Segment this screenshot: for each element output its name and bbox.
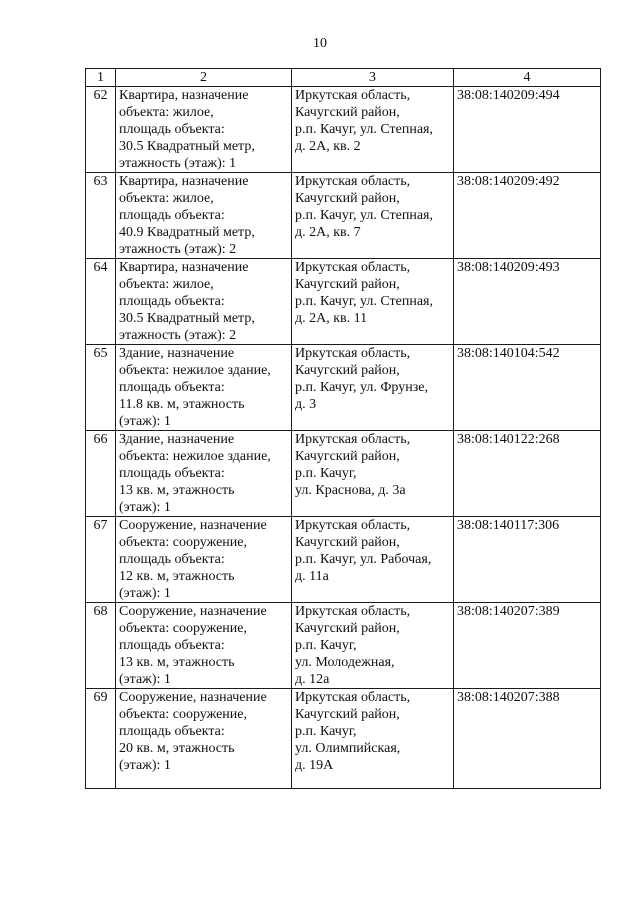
object-description-line: 30.5 Квадратный метр, bbox=[119, 139, 255, 154]
object-description-line: площадь объекта: bbox=[119, 724, 225, 739]
address-line: р.п. Качуг, ул. Степная, bbox=[295, 294, 433, 309]
cadastral-number-cell: 38:08:140209:492 bbox=[454, 173, 601, 259]
object-description-line: Сооружение, назначение bbox=[119, 604, 267, 619]
object-description-line: 12 кв. м, этажность bbox=[119, 569, 235, 584]
cadastral-number-cell: 38:08:140209:493 bbox=[454, 259, 601, 345]
table-row bbox=[86, 603, 601, 689]
object-description-cell bbox=[116, 689, 292, 789]
address-cell bbox=[292, 517, 454, 603]
object-description-line: Квартира, назначение bbox=[119, 260, 249, 275]
address-line: д. 2А, кв. 7 bbox=[295, 225, 361, 240]
object-description-cell bbox=[116, 517, 292, 603]
object-description-line: Квартира, назначение bbox=[119, 174, 249, 189]
table-row bbox=[86, 87, 601, 173]
object-description-line: этажность (этаж): 1 bbox=[119, 156, 237, 171]
object-description-line: Здание, назначение bbox=[119, 346, 235, 361]
address-line: д. 2А, кв. 11 bbox=[295, 311, 368, 326]
object-description-line: 40.9 Квадратный метр, bbox=[119, 225, 255, 240]
address-line: д. 12а bbox=[295, 672, 330, 687]
object-description-cell bbox=[116, 345, 292, 431]
table-row bbox=[86, 689, 601, 789]
object-description-line: (этаж): 1 bbox=[119, 672, 171, 687]
object-description-line: 30.5 Квадратный метр, bbox=[119, 311, 255, 326]
object-description-line: 13 кв. м, этажность bbox=[119, 483, 235, 498]
address-cell bbox=[292, 345, 454, 431]
address-line: Иркутская область, bbox=[295, 690, 411, 705]
object-description-line: площадь объекта: bbox=[119, 380, 225, 395]
object-description-line: площадь объекта: bbox=[119, 208, 225, 223]
cadastral-number-cell: 38:08:140104:542 bbox=[454, 345, 601, 431]
object-description-cell bbox=[116, 173, 292, 259]
column-header-address: 3 bbox=[292, 69, 454, 87]
address-line: р.п. Качуг, ул. Степная, bbox=[295, 122, 433, 137]
table-row bbox=[86, 173, 601, 259]
address-line: д. 3 bbox=[295, 397, 317, 412]
object-description-line: Квартира, назначение bbox=[119, 88, 249, 103]
row-number-cell: 63 bbox=[86, 173, 116, 259]
address-cell bbox=[292, 603, 454, 689]
object-description-line: объекта: жилое, bbox=[119, 277, 214, 292]
object-description-line: площадь объекта: bbox=[119, 552, 225, 567]
object-description-line: этажность (этаж): 2 bbox=[119, 328, 237, 343]
object-description-line: объекта: жилое, bbox=[119, 191, 214, 206]
object-description-line: объекта: сооружение, bbox=[119, 535, 247, 550]
address-line: Иркутская область, bbox=[295, 88, 411, 103]
row-number-cell: 67 bbox=[86, 517, 116, 603]
address-cell bbox=[292, 87, 454, 173]
object-description-line: объекта: жилое, bbox=[119, 105, 214, 120]
address-line: р.п. Качуг, ул. Фрунзе, bbox=[295, 380, 428, 395]
page-number: 10 bbox=[313, 36, 327, 51]
address-line: Качугский район, bbox=[295, 535, 400, 550]
address-cell bbox=[292, 173, 454, 259]
row-number-cell: 69 bbox=[86, 689, 116, 789]
object-description-line: 20 кв. м, этажность bbox=[119, 741, 235, 756]
address-line: д. 19А bbox=[295, 758, 334, 773]
object-description-line: 11.8 кв. м, этажность bbox=[119, 397, 245, 412]
address-line: Качугский район, bbox=[295, 363, 400, 378]
object-description-line: объекта: сооружение, bbox=[119, 621, 247, 636]
address-line: Иркутская область, bbox=[295, 174, 411, 189]
address-line: Иркутская область, bbox=[295, 260, 411, 275]
object-description-line: этажность (этаж): 2 bbox=[119, 242, 237, 257]
object-description-line: объекта: нежилое здание, bbox=[119, 449, 271, 464]
address-cell bbox=[292, 259, 454, 345]
object-description-cell bbox=[116, 259, 292, 345]
address-line: Иркутская область, bbox=[295, 518, 411, 533]
address-line: Качугский район, bbox=[295, 449, 400, 464]
table-row bbox=[86, 345, 601, 431]
table-row bbox=[86, 259, 601, 345]
object-description-cell bbox=[116, 603, 292, 689]
object-description-line: (этаж): 1 bbox=[119, 500, 171, 515]
object-description-line: Сооружение, назначение bbox=[119, 518, 267, 533]
property-registry-table bbox=[85, 68, 601, 789]
address-line: Иркутская область, bbox=[295, 346, 411, 361]
address-line: р.п. Качуг, bbox=[295, 638, 357, 653]
row-number-cell: 65 bbox=[86, 345, 116, 431]
object-description-line: объекта: сооружение, bbox=[119, 707, 247, 722]
object-description-line: Здание, назначение bbox=[119, 432, 235, 447]
address-line: Качугский район, bbox=[295, 191, 400, 206]
address-line: д. 11а bbox=[295, 569, 329, 584]
cadastral-number-cell: 38:08:140117:306 bbox=[454, 517, 601, 603]
table-row bbox=[86, 517, 601, 603]
row-number-cell: 68 bbox=[86, 603, 116, 689]
object-description-cell bbox=[116, 87, 292, 173]
column-header-number: 1 bbox=[86, 69, 116, 87]
object-description-line: 13 кв. м, этажность bbox=[119, 655, 235, 670]
object-description-line: (этаж): 1 bbox=[119, 586, 171, 601]
row-number-cell: 62 bbox=[86, 87, 116, 173]
cadastral-number-cell: 38:08:140207:389 bbox=[454, 603, 601, 689]
row-number-cell: 64 bbox=[86, 259, 116, 345]
address-line: Иркутская область, bbox=[295, 432, 411, 447]
table-header-row bbox=[86, 69, 601, 87]
cadastral-number-cell: 38:08:140122:268 bbox=[454, 431, 601, 517]
object-description-line: (этаж): 1 bbox=[119, 414, 171, 429]
address-line: Качугский район, bbox=[295, 105, 400, 120]
address-line: Качугский район, bbox=[295, 277, 400, 292]
table-body bbox=[86, 87, 601, 789]
object-description-line: площадь объекта: bbox=[119, 638, 225, 653]
address-line: р.п. Качуг, bbox=[295, 466, 357, 481]
address-line: Иркутская область, bbox=[295, 604, 411, 619]
address-line: Качугский район, bbox=[295, 707, 400, 722]
address-cell bbox=[292, 431, 454, 517]
row-number-cell: 66 bbox=[86, 431, 116, 517]
column-header-cadastral-number: 4 bbox=[454, 69, 601, 87]
object-description-cell bbox=[116, 431, 292, 517]
address-line: р.п. Качуг, bbox=[295, 724, 357, 739]
address-line: ул. Молодежная, bbox=[295, 655, 395, 670]
address-line: д. 2А, кв. 2 bbox=[295, 139, 361, 154]
address-cell bbox=[292, 689, 454, 789]
table-row bbox=[86, 431, 601, 517]
address-line: р.п. Качуг, ул. Степная, bbox=[295, 208, 433, 223]
address-line: ул. Олимпийская, bbox=[295, 741, 401, 756]
address-line: р.п. Качуг, ул. Рабочая, bbox=[295, 552, 432, 567]
address-line: Качугский район, bbox=[295, 621, 400, 636]
cadastral-number-cell: 38:08:140209:494 bbox=[454, 87, 601, 173]
object-description-line: площадь объекта: bbox=[119, 122, 225, 137]
address-line: ул. Краснова, д. 3а bbox=[295, 483, 406, 498]
object-description-line: Сооружение, назначение bbox=[119, 690, 267, 705]
object-description-line: площадь объекта: bbox=[119, 294, 225, 309]
object-description-line: площадь объекта: bbox=[119, 466, 225, 481]
object-description-line: объекта: нежилое здание, bbox=[119, 363, 271, 378]
column-header-description: 2 bbox=[116, 69, 292, 87]
cadastral-number-cell: 38:08:140207:388 bbox=[454, 689, 601, 789]
object-description-line: (этаж): 1 bbox=[119, 758, 171, 773]
